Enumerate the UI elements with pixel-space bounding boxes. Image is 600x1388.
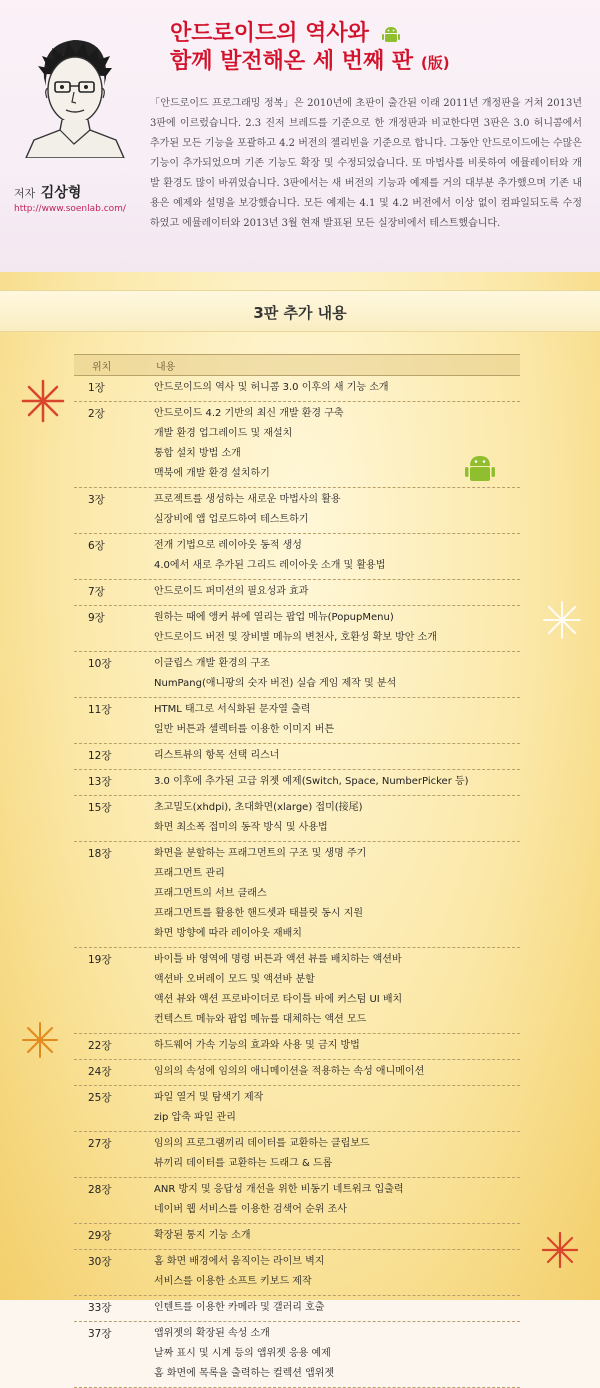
row-content-item: 임의의 프로그램끼리 데이터를 교환하는 클립보드	[154, 1138, 370, 1149]
row-location: 1장	[88, 382, 105, 394]
row-content-item: 일반 버튼과 셀렉터를 이용한 이미지 버튼	[154, 724, 335, 735]
row-content-item: 확장된 통지 기능 소개	[154, 1230, 251, 1241]
row-content-item: 프래그먼트 관리	[154, 868, 225, 879]
row-content	[154, 1324, 520, 1384]
table-row	[74, 1322, 520, 1388]
row-content	[154, 844, 520, 944]
table-header	[74, 354, 520, 376]
row-content-item: 화면 최소폭 접미의 동작 방식 및 사용법	[154, 822, 328, 833]
row-content	[154, 1088, 520, 1128]
row-content-item: 원하는 때에 앵커 뷰에 열리는 팝업 메뉴(PopupMenu)	[154, 612, 394, 623]
row-content	[154, 378, 520, 398]
row-content-item: 바이틀 바 영역에 명령 버튼과 액션 뷰를 배치하는 액션바	[154, 954, 402, 965]
row-content	[154, 582, 520, 602]
table-row	[74, 744, 520, 770]
table-row	[74, 1224, 520, 1250]
row-content-item: 네이버 웹 서비스를 이용한 검색어 순위 조사	[154, 1204, 347, 1215]
row-content-item: 서비스를 이용한 소프트 키보드 제작	[154, 1276, 312, 1287]
row-content	[154, 536, 520, 576]
table-row	[74, 1132, 520, 1178]
row-content	[154, 798, 520, 838]
section-title: 3판 추가 내용	[253, 304, 347, 322]
row-content-item: zip 압축 파일 관리	[154, 1112, 236, 1123]
row-location: 27장	[88, 1138, 112, 1150]
row-content-item: 초고밀도(xhdpi), 초대화면(xlarge) 접미(接尾)	[154, 802, 363, 813]
row-content-item: 프로젝트를 생성하는 새로운 마법사의 활용	[154, 494, 341, 505]
row-location: 29장	[88, 1230, 112, 1242]
row-content	[154, 772, 520, 792]
row-content	[154, 1062, 520, 1082]
row-content-item: 리스트뷰의 항목 선택 리스너	[154, 750, 280, 761]
row-content	[154, 950, 520, 1030]
table-row	[74, 580, 520, 606]
row-content-item: 안드로이드의 역사 및 허니콤 3.0 이후의 새 기능 소개	[154, 382, 389, 393]
page-title	[170, 20, 580, 77]
row-content	[154, 404, 520, 484]
firework-icon	[540, 1230, 580, 1270]
table-row	[74, 1034, 520, 1060]
title-hanja: (版)	[420, 54, 450, 72]
row-content	[154, 746, 520, 766]
row-content	[154, 1226, 520, 1246]
row-content-item: 컨텍스트 메뉴와 팝업 메뉴를 대체하는 액션 모드	[154, 1014, 367, 1025]
row-content-item: 하드웨어 가속 기능의 효과와 사용 및 금지 방법	[154, 1040, 360, 1051]
row-content-item: 앱위젯의 확장된 속성 소개	[154, 1328, 270, 1339]
row-content-item: NumPang(애니팡의 숫자 버전) 실습 게임 제작 및 분석	[154, 678, 397, 689]
row-location: 18장	[88, 848, 112, 860]
row-content	[154, 654, 520, 694]
row-location: 13장	[88, 776, 112, 788]
table-row	[74, 488, 520, 534]
row-location: 30장	[88, 1256, 112, 1268]
table-row	[74, 534, 520, 580]
table-row	[74, 796, 520, 842]
table-row	[74, 1250, 520, 1296]
row-content-item: 프래그먼트의 서브 클래스	[154, 888, 267, 899]
row-content-item: 4.0에서 새로 추가된 그리드 레이아웃 소개 및 활용법	[154, 560, 386, 571]
row-content-item: 화면 방향에 따라 레이아웃 재배치	[154, 928, 302, 939]
row-content-item: 프래그먼트를 활용한 핸드셋과 태블릿 동시 지원	[154, 908, 364, 919]
row-content	[154, 1252, 520, 1292]
author-portrait	[14, 26, 134, 158]
row-location: 25장	[88, 1092, 112, 1104]
row-location: 10장	[88, 658, 112, 670]
table-row	[74, 948, 520, 1034]
row-content-item: 실장비에 앱 업로드하여 테스트하기	[154, 514, 309, 525]
row-content	[154, 1180, 520, 1220]
row-location: 28장	[88, 1184, 112, 1196]
row-content-item: 안드로이드 버전 및 장비별 메뉴의 변천사, 호환성 확보 방안 소개	[154, 632, 437, 643]
table-row	[74, 1060, 520, 1086]
row-content-item: 이클립스 개발 환경의 구조	[154, 658, 270, 669]
row-content-item: 통합 설치 방법 소개	[154, 448, 241, 459]
author-name: 김상형	[40, 185, 82, 201]
row-content-item: 뷰끼리 데이터를 교환하는 드래그 & 드롭	[154, 1158, 333, 1169]
table-row	[74, 770, 520, 796]
author-label: 저자	[14, 187, 36, 200]
row-location: 12장	[88, 750, 112, 762]
row-location: 24장	[88, 1066, 112, 1078]
row-content	[154, 1298, 520, 1318]
column-header-location: 위치	[92, 361, 112, 373]
row-content-item: 액션바 오버레이 모드 및 액션바 분할	[154, 974, 315, 985]
row-content	[154, 700, 520, 740]
row-content-item: 안드로이드 4.2 기반의 최신 개발 환경 구축	[154, 408, 344, 419]
table-row	[74, 376, 520, 402]
row-location: 2장	[88, 408, 105, 420]
row-location: 15장	[88, 802, 112, 814]
row-content-item: 파일 열거 및 탐색기 제작	[154, 1092, 264, 1103]
row-content-item: 홈 화면에 목록을 출력하는 컬렉션 앱위젯	[154, 1368, 335, 1379]
additions-table	[74, 354, 520, 1388]
row-location: 7장	[88, 586, 105, 598]
row-content-item: 전개 기법으로 레이아웃 동적 생성	[154, 540, 302, 551]
row-content-item: 개발 환경 업그레이드 및 재설치	[154, 428, 293, 439]
row-content-item: ANR 방지 및 응답성 개선을 위한 비동기 네트워크 입출력	[154, 1184, 404, 1195]
table-row	[74, 842, 520, 948]
firework-icon	[20, 1020, 60, 1060]
row-content-item: 인텐트를 이용한 카메라 및 갤러리 호출	[154, 1302, 325, 1313]
row-content	[154, 1134, 520, 1174]
table-row	[74, 1086, 520, 1132]
row-content-item: HTML 태그로 서식화된 문자열 출력	[154, 704, 311, 715]
row-content	[154, 1036, 520, 1056]
row-location: 19장	[88, 954, 112, 966]
table-row	[74, 652, 520, 698]
android-icon	[381, 25, 401, 43]
row-location: 22장	[88, 1040, 112, 1052]
row-content-item: 홈 화면 배경에서 움직이는 라이브 벽지	[154, 1256, 325, 1267]
row-content-item: 3.0 이후에 추가된 고급 위젯 예제(Switch, Space, NumberPicker 등)	[154, 776, 469, 787]
firework-icon	[20, 378, 66, 424]
row-location: 3장	[88, 494, 105, 506]
row-content-item: 임의의 속성에 임의의 애니메이션을 적용하는 속성 애니메이션	[154, 1066, 425, 1077]
table-body	[74, 376, 520, 1388]
row-location: 6장	[88, 540, 105, 552]
table-row	[74, 606, 520, 652]
row-location: 9장	[88, 612, 105, 624]
intro-paragraph: 「안드로이드 프로그래밍 정복」은 2010년에 초판이 출간된 이래 2011년 개정판을 거쳐 2013년 3판에 이르렀습니다. 2.3 진저 브레드를 기준으로 한 개정판과 비교한다면 3판은 3.0 허니콤에서 추가된 모든 기능을 포괄하고 4.2 버전의 젤리빈을 기준으로 합니다. 그동안 안드로이드에는 수많은 기능이 추가되었으며 기존 기능도 확장 및 수정되었습니다. 또 마법사를 비롯하여 에뮬레이터와 개발 환경도 많이 바뀌었습니다. 3판에서는 새 버전의 기능과 예제를 거의 대부분 추가했으며 기존 내용은 예제와 설명을 보강했습니다. 모든 예제는 4.1 및 4.2 버전에서 이상 없이 컴파일되도록 수정하였고 에뮬레이터와 2013년 3월 현재 발표된 모든 실장비에서 테스트했습니다.	[150, 98, 582, 229]
row-content-item: 화면을 분할하는 프래그먼트의 구조 및 생명 주기	[154, 848, 367, 859]
row-content	[154, 608, 520, 648]
table-row	[74, 698, 520, 744]
author-url[interactable]: http://www.soenlab.com/	[14, 204, 126, 214]
row-location: 33장	[88, 1302, 112, 1314]
column-header-content: 내용	[156, 361, 176, 373]
author-credit	[14, 182, 81, 202]
row-content-item: 날짜 표시 및 시계 등의 앱위젯 응용 예제	[154, 1348, 331, 1359]
title-line-1: 안드로이드의 역사와	[170, 21, 369, 46]
row-content	[154, 490, 520, 530]
row-location: 11장	[88, 704, 112, 716]
title-line-2: 함께 발전해온 세 번째 판	[170, 49, 414, 74]
row-location: 37장	[88, 1328, 112, 1340]
row-content-item: 액션 뷰와 액션 프로바이더로 타이틀 바에 커스텀 UI 배치	[154, 994, 403, 1005]
firework-icon	[540, 598, 584, 642]
row-content-item: 안드로이드 퍼미션의 필요성과 효과	[154, 586, 309, 597]
table-row	[74, 402, 520, 488]
row-content-item: 맥북에 개발 환경 설치하기	[154, 468, 270, 479]
table-row	[74, 1178, 520, 1224]
